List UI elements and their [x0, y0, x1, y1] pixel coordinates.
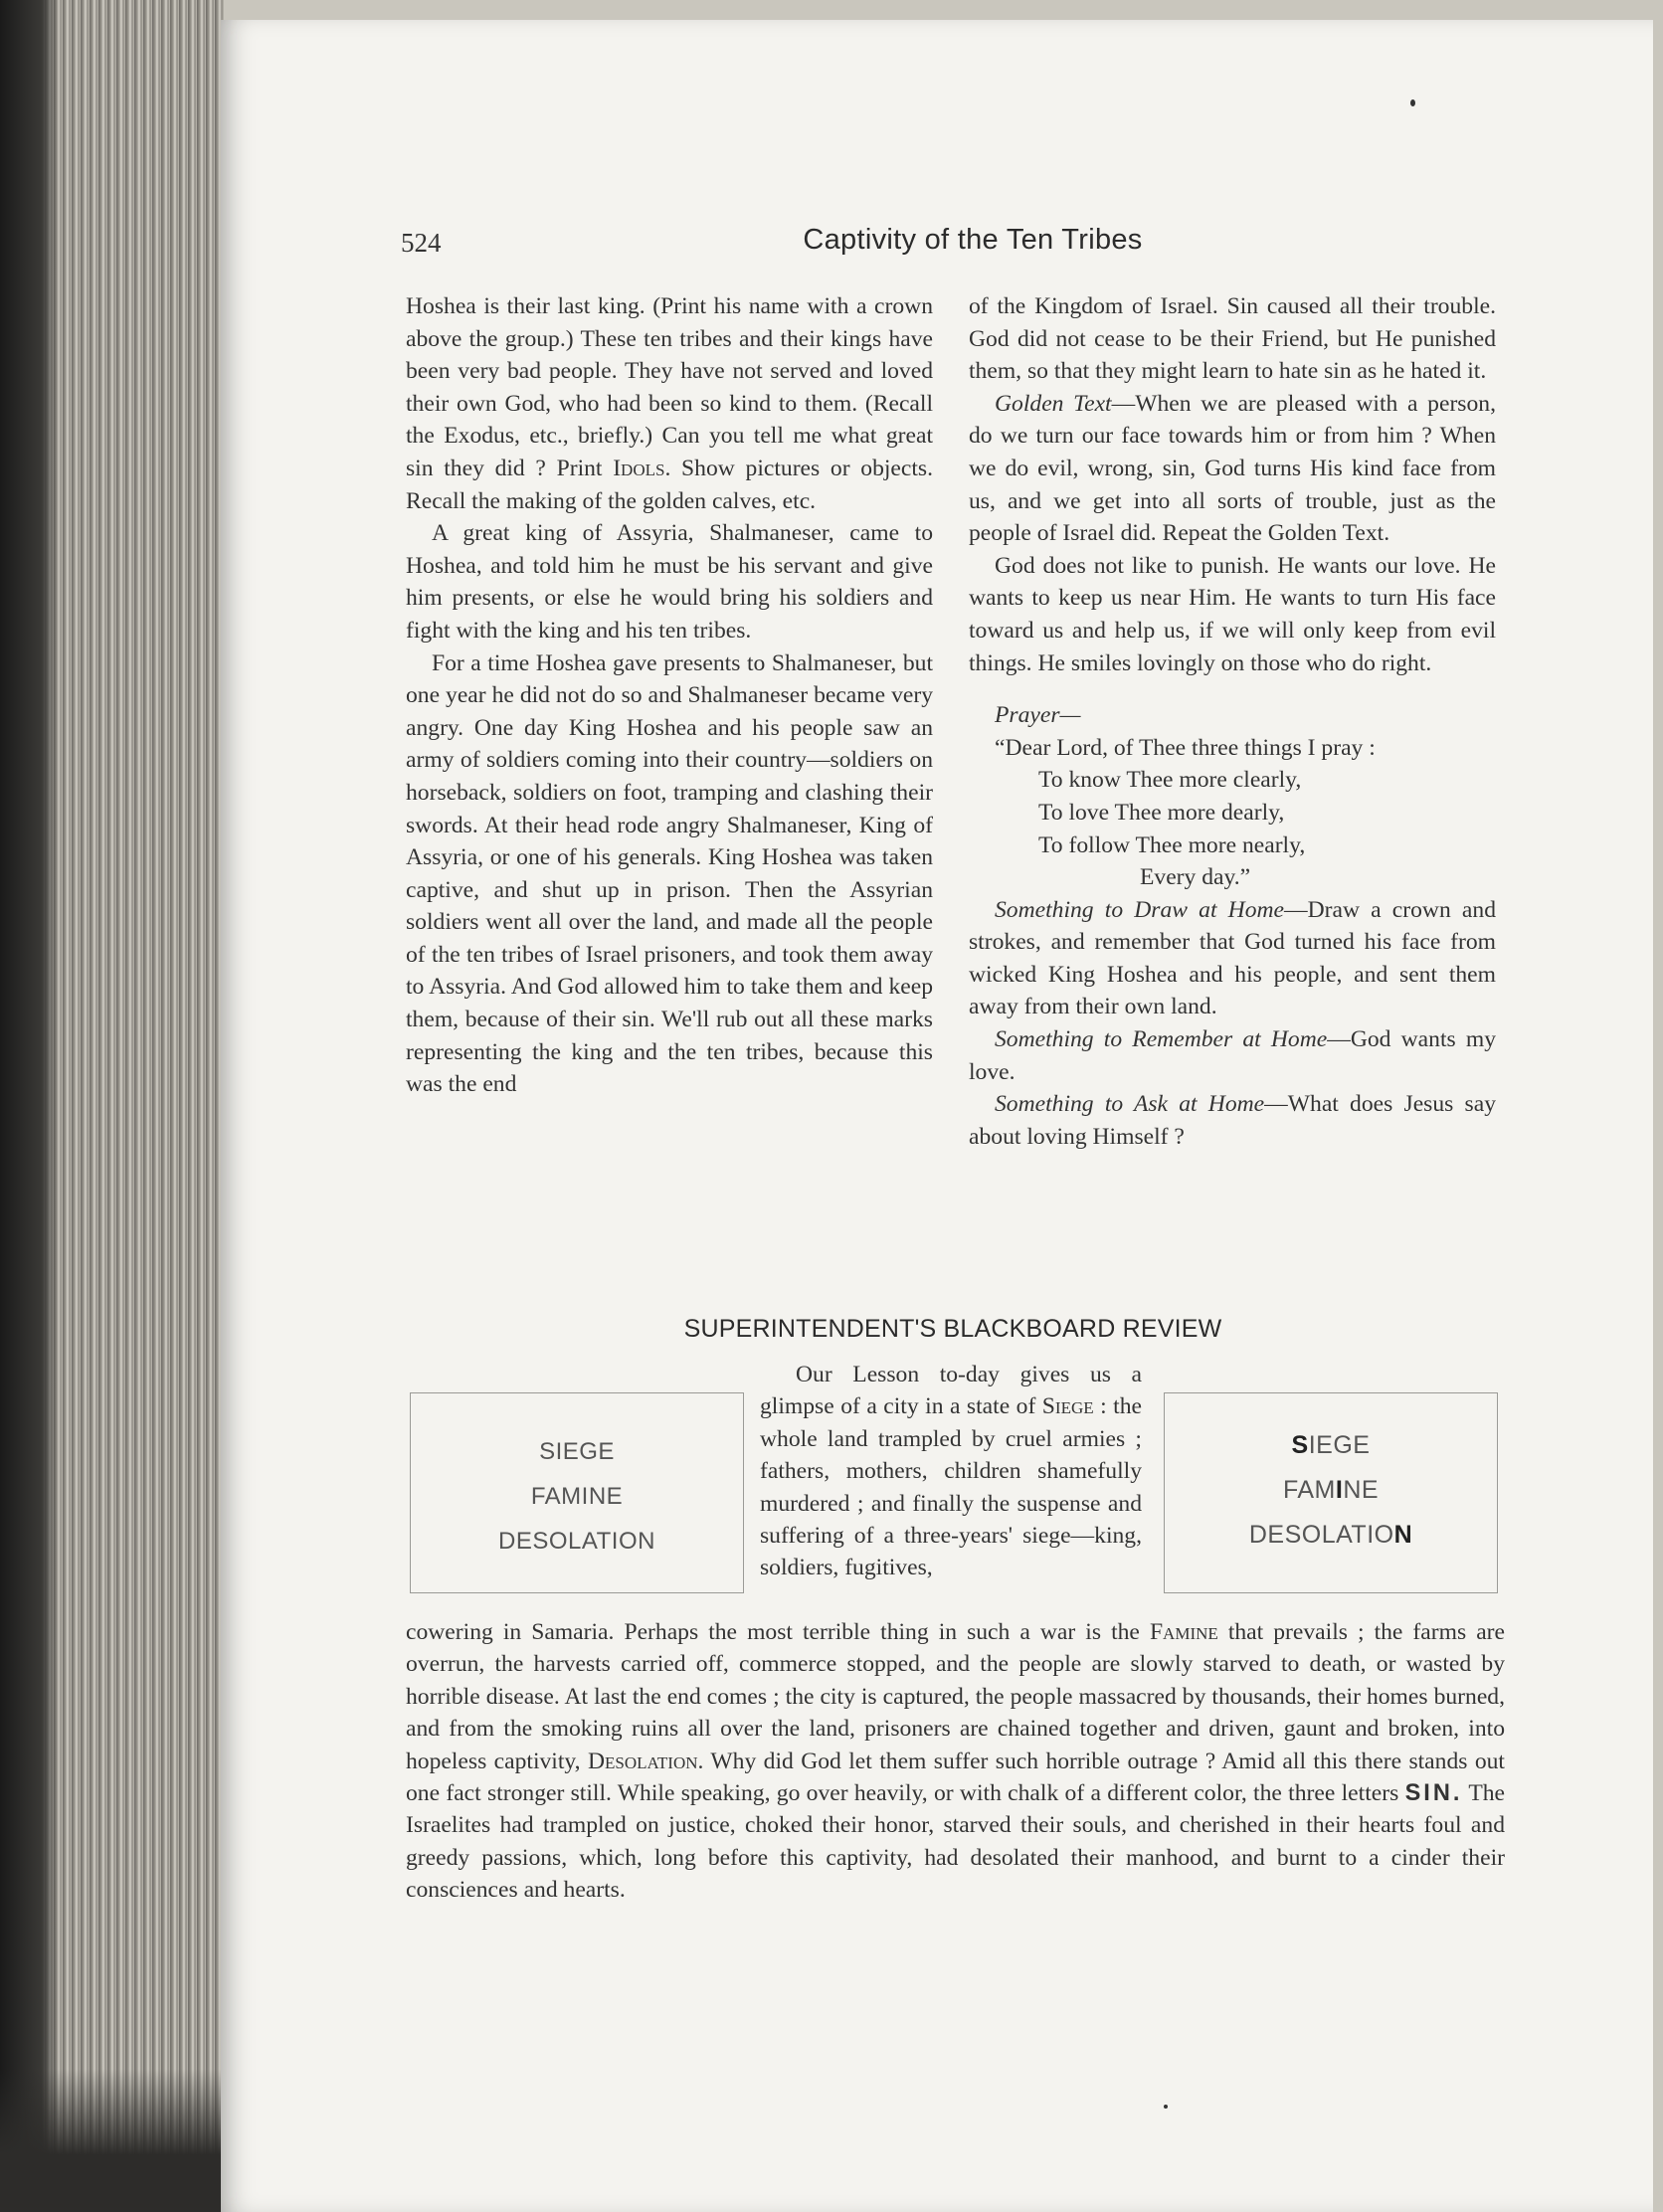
- prayer-verse: [969, 732, 1496, 894]
- golden-text-label: Golden Text: [995, 390, 1112, 417]
- board-word: FAMINE: [1282, 1476, 1380, 1504]
- prayer-line: To follow Thee more nearly,: [1038, 831, 1306, 858]
- page-number: 524: [401, 228, 442, 258]
- book-page-edges: [0, 0, 224, 2212]
- prayer-line: To know Thee more clearly,: [1038, 767, 1302, 794]
- prayer-line: “Dear Lord, of Thee three things I pray :: [995, 734, 1376, 761]
- ink-speck: [1164, 2105, 1168, 2109]
- prayer-label: Prayer—: [995, 702, 1081, 729]
- page-title: Captivity of the Ten Tribes: [803, 224, 1143, 256]
- draw-at-home: Something to Draw at Home—Draw a crown and strokes, and remember that God turned his face from wicked King Hoshea and his people, and sent them away from their own land.: [969, 896, 1496, 1020]
- remember-at-home: Something to Remember at Home—God wants my love.: [969, 1026, 1496, 1085]
- left-column: [406, 290, 933, 1101]
- right-column: [969, 290, 1496, 1153]
- golden-text-paragraph: Golden Text—When we are pleased with a person, do we turn our face towards him or from him ? When we do evil, wrong, sin, God turns His kind face from us, and we get into all sorts of trouble, just as the people of Israel did. Repeat the Golden Text.: [969, 390, 1496, 547]
- paragraph: of the Kingdom of Israel. Sin caused all their trouble. God did not cease to be their Friend, but He punished them, so that they might learn to hate sin as he hated it.: [969, 293, 1496, 385]
- review-body: cowering in Samaria. Perhaps the most terrible thing in such a war is the Famine that prevails ; the farms are overrun, the harvests carried off, commerce stopped, and the people are slowly starved to death, or wasted by horrible disease. At last the end comes ; the city is captured, the people massacred by thousands, their homes burned, and from the smoking ruins all over the land, prisoners are chained together and driven, gaunt and broken, into hopeless captivity, Desolation. Why did God let them suffer such horrible outrage ? Amid all this there stands out one fact stronger still. While speaking, go over heavily, or with chalk of a different color, the three letters SIN. The Israelites had trampled on justice, choked their honor, starved their souls, and cherished in their hearts foul and greedy passions, which, long before this captivity, had desolated their manhood, and burnt to a cinder their consciences and hearts.: [406, 1619, 1505, 1904]
- running-head: [401, 224, 1505, 264]
- paragraph: God does not like to punish. He wants our love. He wants to keep us near Him. He wants to turn His face toward us and help us, if we will only keep from evil things. He smiles lovingly on those who do right.: [969, 552, 1496, 676]
- prayer-line: To love Thee more dearly,: [1038, 799, 1285, 826]
- board-word: FAMINE: [530, 1483, 624, 1510]
- paragraph: For a time Hoshea gave presents to Shalmaneser, but one year he did not do so and Shalmaneser became very angry. One day King Hoshea and his people saw an army of soldiers coming into their country—soldiers on horseback, soldiers on foot, tramping and clashing their swords. At their head rode angry Shalmaneser, King of Assyria, or one of his generals. King Hoshea was taken captive, and shut up in prison. Then the Assyrian soldiers went all over the land, and made all the people of the ten tribes of Israel prisoners, and took them away to Assyria. And God allowed him to take them and keep them, because of their sin. We'll rub out all these marks representing the king and the ten tribes, because this was the end: [406, 649, 933, 1098]
- review-intro: Our Lesson to-day gives us a glimpse of a city in a state of Siege : the whole land trampled by cruel armies ; fathers, mothers, children shamefully murdered ; and finally the suspense and suffering of a three-years' siege—king, soldiers, fugitives,: [760, 1362, 1142, 1581]
- ask-at-home: Something to Ask at Home—What does Jesus say about loving Himself ?: [969, 1091, 1496, 1150]
- review-heading: SUPERINTENDENT'S BLACKBOARD REVIEW: [683, 1315, 1222, 1343]
- paragraph: Hoshea is their last king. (Print his name with a crown above the group.) These ten tribes and their kings have been very bad people. They have not served and loved their own God, who had been so kind to them. (Recall the Exodus, etc., briefly.) Can you tell me what great sin they did ? Print Idols. Show pictures or objects. Recall the making of the golden calves, etc.: [406, 293, 933, 514]
- binding-shadow: [0, 2069, 224, 2212]
- prayer-line: Every day.”: [1140, 864, 1251, 891]
- blackboard-left: [410, 1392, 744, 1593]
- sin-letters: SIN.: [1404, 1780, 1463, 1807]
- board-word: DESOLATION: [498, 1528, 655, 1555]
- board-word: SIEGE: [539, 1438, 615, 1465]
- ink-speck: [1410, 99, 1415, 106]
- board-word: DESOLATION: [1248, 1521, 1413, 1549]
- paragraph: A great king of Assyria, Shalmaneser, came to Hoshea, and told him he must be his servant and give him presents, or else he would bring his soldiers and fight with the king and his ten tribes.: [406, 520, 933, 644]
- board-word: SIEGE: [1291, 1431, 1371, 1459]
- blackboard-right: [1164, 1392, 1498, 1593]
